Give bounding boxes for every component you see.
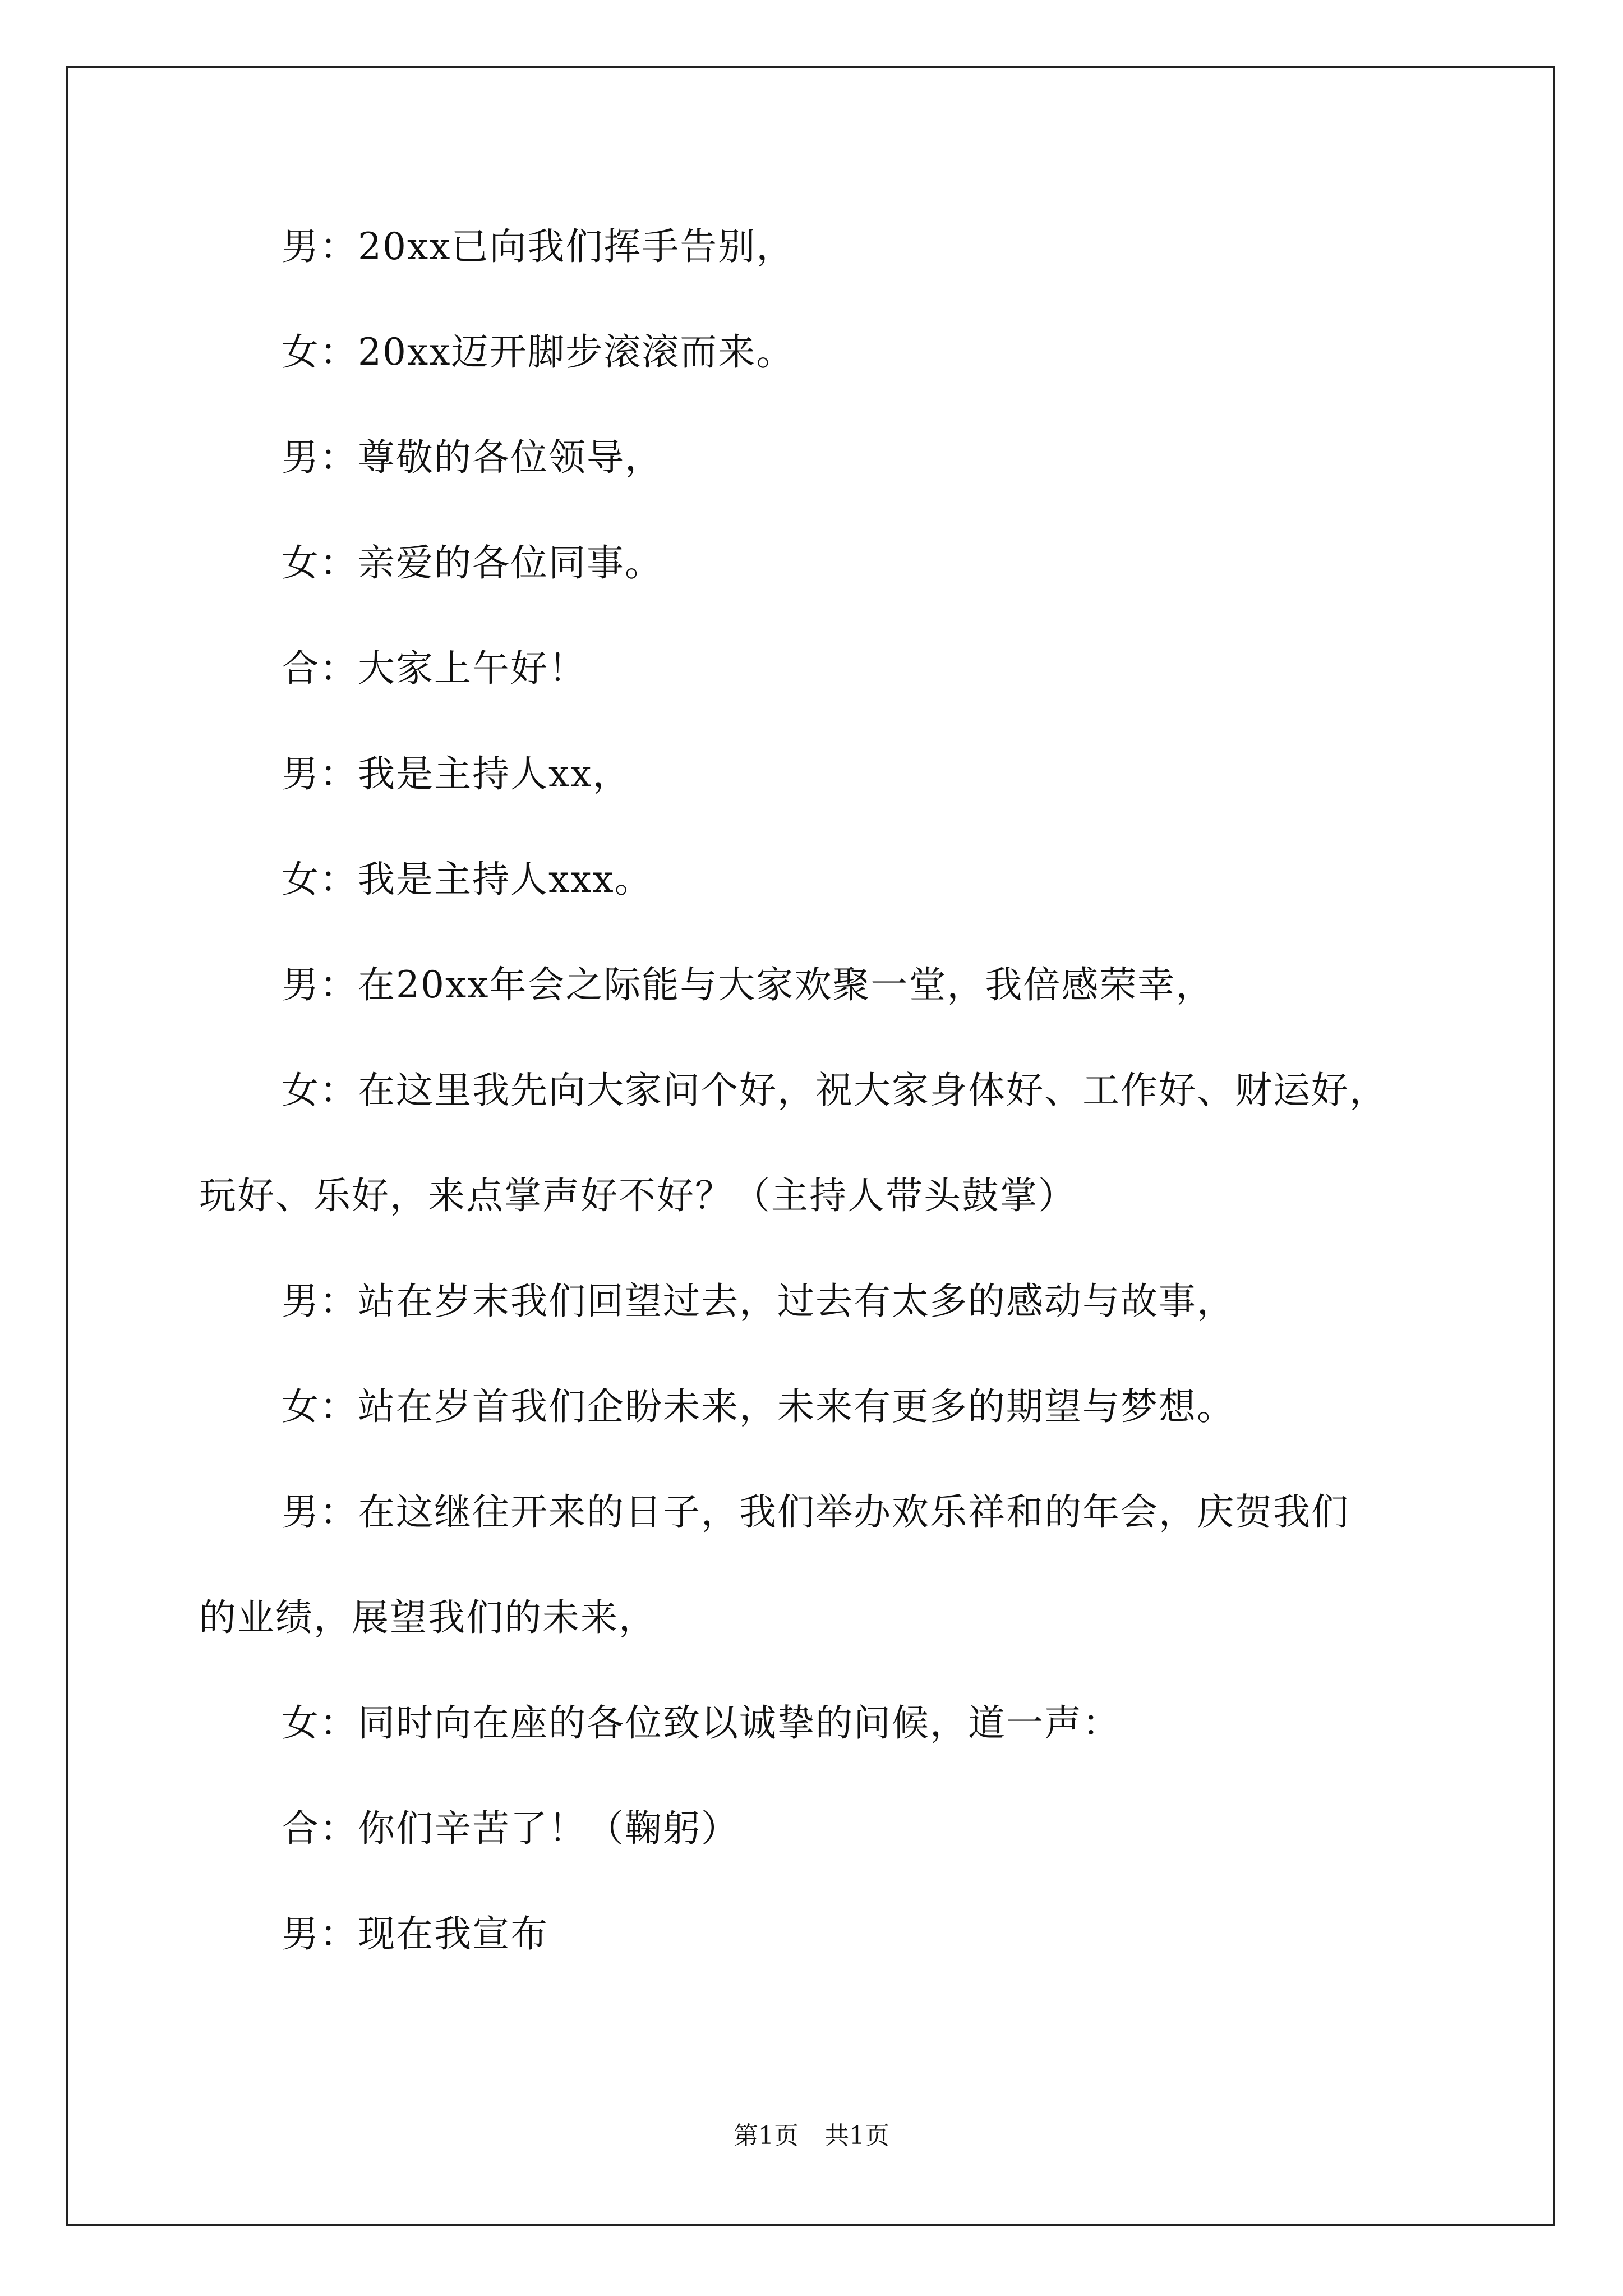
page-footer — [0, 2120, 1623, 2152]
page-number-total: 共1页 — [824, 2122, 889, 2150]
dialogue-line-13: 男：在这继往开来的日子，我们举办欢乐祥和的年会，庆贺我们 — [282, 1490, 1349, 1534]
dialogue-line-11: 男：站在岁末我们回望过去，过去有太多的感动与故事， — [282, 1280, 1235, 1323]
dialogue-line-16: 合：你们辛苦了！（鞠躬） — [282, 1807, 739, 1850]
dialogue-line-1: 男：20xx已向我们挥手告别， — [282, 225, 795, 268]
dialogue-line-8: 男：在20xx年会之际能与大家欢聚一堂，我倍感荣幸， — [282, 963, 1214, 1006]
page-border — [66, 66, 1555, 2226]
dialogue-line-14: 的业绩，展望我们的未来， — [199, 1596, 657, 1639]
dialogue-line-17: 男：现在我宣布 — [282, 1912, 548, 1955]
dialogue-line-2: 女：20xx迈开脚步滚滚而来。 — [282, 330, 795, 374]
dialogue-line-15: 女：同时向在座的各位致以诚挚的问候，道一声： — [282, 1701, 1121, 1745]
dialogue-line-9: 女：在这里我先向大家问个好，祝大家身体好、工作好、财运好， — [282, 1069, 1387, 1112]
dialogue-line-10: 玩好、乐好，来点掌声好不好？（主持人带头鼓掌） — [199, 1174, 1076, 1217]
dialogue-line-7: 女：我是主持人xxx。 — [282, 858, 653, 901]
dialogue-line-4: 女：亲爱的各位同事。 — [282, 541, 663, 585]
page-number-current: 第1页 — [734, 2122, 799, 2150]
dialogue-line-12: 女：站在岁首我们企盼未来，未来有更多的期望与梦想。 — [282, 1385, 1235, 1428]
dialogue-line-6: 男：我是主持人xx， — [282, 752, 631, 795]
dialogue-line-5: 合：大家上午好！ — [282, 647, 587, 690]
dialogue-line-3: 男：尊敬的各位领导， — [282, 436, 663, 479]
